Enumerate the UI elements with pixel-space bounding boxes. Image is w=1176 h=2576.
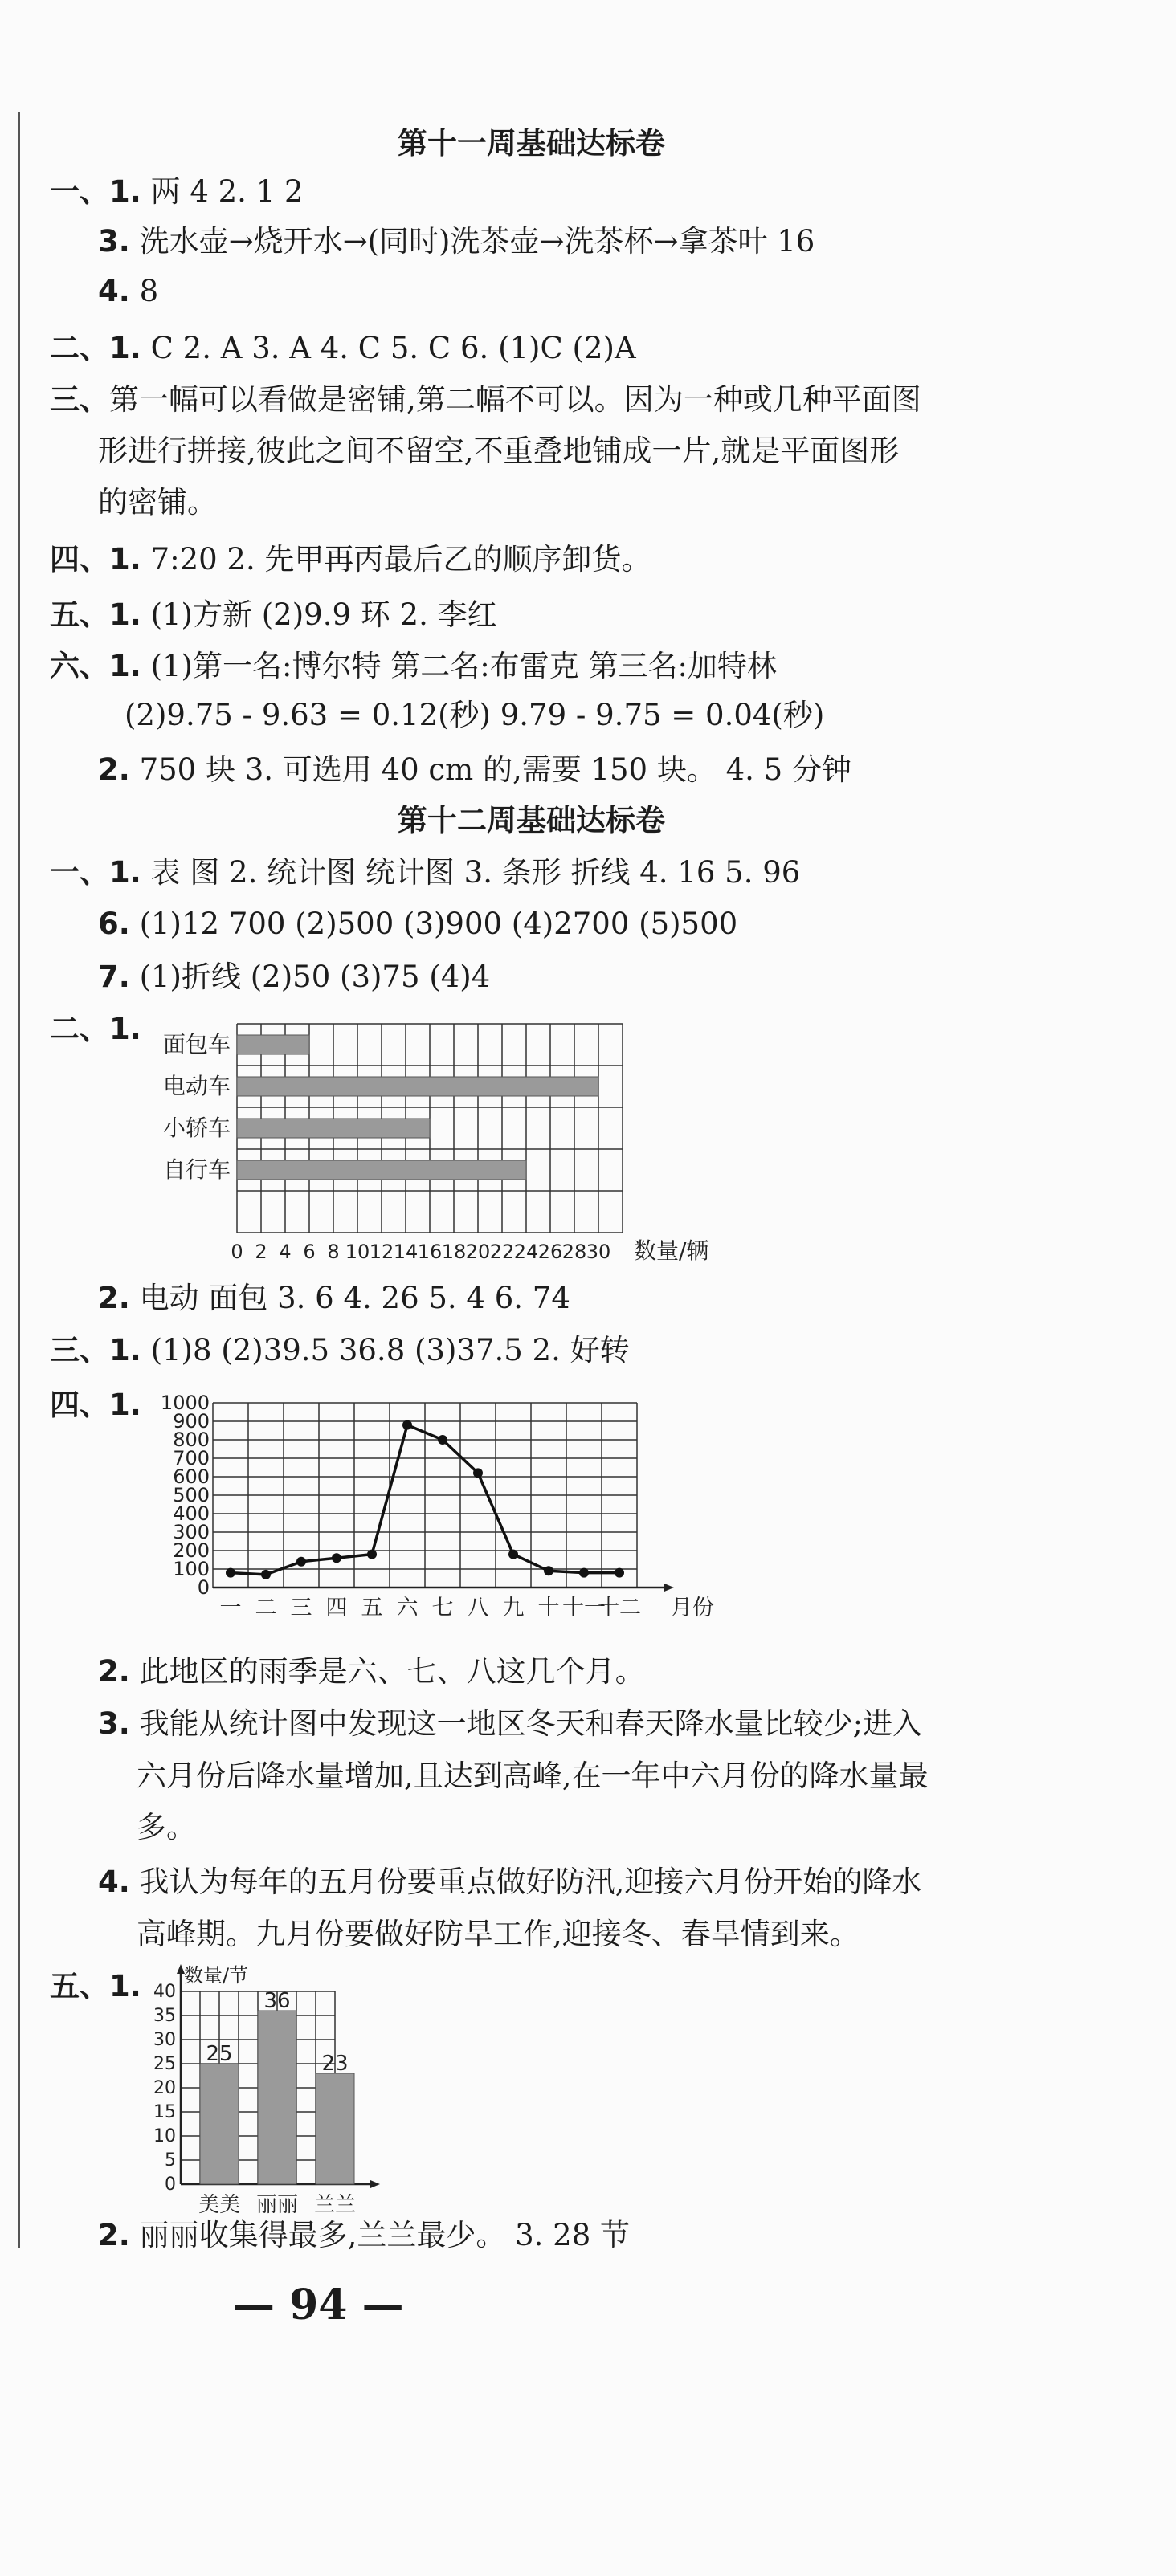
tick-label: 5 [165, 2150, 176, 2170]
tick-label: 0 [231, 1241, 243, 1263]
category-label: 十一 [562, 1596, 606, 1620]
tick-label: 0 [197, 1576, 210, 1599]
category-label: 五 [361, 1596, 383, 1620]
answer-line: 3. 我能从统计图中发现这一地区冬天和春天降水量比较少;进入 [98, 1706, 923, 1741]
data-point [226, 1568, 235, 1578]
tick-label: 10 [153, 2126, 176, 2146]
question-label: 五、1. [50, 1969, 141, 2003]
category-label: 一 [219, 1596, 242, 1620]
tick-label: 24 [513, 1241, 539, 1263]
data-point [544, 1566, 553, 1575]
category-label: 自行车 [162, 1156, 231, 1183]
data-label: 23 [321, 2052, 349, 2076]
bar [237, 1077, 598, 1096]
tick-label: 15 [153, 2102, 176, 2122]
tick-label: 25 [153, 2054, 176, 2074]
data-point [473, 1468, 483, 1478]
tick-label: 8 [327, 1241, 340, 1263]
answer-line: 2. 电动 面包 3. 6 4. 26 5. 4 6. 74 [98, 1281, 570, 1315]
tick-label: 14 [393, 1241, 419, 1263]
answer-line: 一、1. 两 4 2. 1 2 [50, 174, 304, 209]
data-point [402, 1420, 412, 1430]
answer-line: 二、1. C 2. A 3. A 4. C 5. C 6. (1)C (2)A [50, 331, 636, 365]
answer-line: (2)9.75 - 9.63 = 0.12(秒) 9.79 - 9.75 = 0.04(秒) [125, 698, 825, 732]
margin-rule [18, 112, 20, 2248]
data-point [367, 1550, 377, 1559]
category-label: 四 [325, 1596, 348, 1620]
answer-line: 形进行拼接,彼此之间不留空,不重叠地铺成一片,就是平面图形 [98, 434, 900, 468]
tick-label: 500 [173, 1484, 210, 1506]
answer-line: 4. 我认为每年的五月份要重点做好防汛,迎接六月份开始的降水 [98, 1865, 922, 1899]
axis-arrow [370, 2180, 380, 2188]
tick-label: 20 [153, 2078, 176, 2098]
category-label: 七 [431, 1596, 454, 1620]
bar [237, 1035, 309, 1054]
data-point [261, 1570, 271, 1579]
answer-line: 六、1. (1)第一名:博尔特 第二名:布雷克 第三名:加特林 [50, 649, 777, 683]
bar [237, 1160, 526, 1180]
answer-line: 2. 750 块 3. 可选用 40 cm 的,需要 150 块。 4. 5 分钟 [98, 752, 851, 787]
category-label: 美美 [198, 2193, 241, 2217]
collection-bar-chart [137, 1959, 490, 2216]
tick-label: 300 [173, 1521, 210, 1543]
tick-label: 6 [303, 1241, 316, 1263]
data-point [332, 1553, 341, 1563]
tick-label: 0 [165, 2175, 176, 2195]
tick-label: 16 [417, 1241, 443, 1263]
tick-label: 10 [345, 1241, 370, 1263]
tick-label: 28 [561, 1241, 587, 1263]
tick-label: 800 [173, 1429, 210, 1451]
tick-label: 600 [173, 1465, 210, 1488]
answer-line: 4. 8 [98, 274, 159, 308]
tick-label: 22 [489, 1241, 515, 1263]
answer-line: 一、1. 表 图 2. 统计图 统计图 3. 条形 折线 4. 16 5. 96 [50, 855, 801, 890]
data-point [296, 1557, 306, 1567]
tick-label: 18 [441, 1241, 467, 1263]
data-label: 25 [206, 2042, 233, 2066]
answer-line: 的密铺。 [98, 485, 217, 520]
category-label: 九 [502, 1596, 525, 1620]
tick-label: 100 [173, 1558, 210, 1580]
tick-label: 30 [586, 1241, 611, 1263]
answer-line: 五、1. (1)方新 (2)9.9 环 2. 李红 [50, 597, 497, 632]
axis-label: 数量/节 [184, 1964, 249, 1987]
category-label: 面包车 [162, 1031, 231, 1058]
category-label: 八 [467, 1596, 489, 1620]
page-number: — 94 — [233, 2280, 404, 2329]
axis-label: 数量/辆 [634, 1237, 709, 1264]
answer-line: 多。 [137, 1810, 196, 1844]
category-label: 兰兰 [313, 2193, 357, 2217]
bar [200, 2064, 239, 2184]
tick-label: 35 [153, 2006, 176, 2026]
tick-label: 200 [173, 1539, 210, 1562]
tick-label: 400 [173, 1502, 210, 1525]
answer-line: 3. 洗水壶→烧开水→(同时)洗茶壶→洗茶杯→拿茶叶 16 [98, 224, 815, 259]
question-label: 四、1. [50, 1388, 141, 1422]
tick-label: 900 [173, 1410, 210, 1433]
answer-line: 高峰期。九月份要做好防旱工作,迎接冬、春旱情到来。 [137, 1917, 860, 1951]
bar [258, 2011, 296, 2184]
answer-line: 三、1. (1)8 (2)39.5 36.8 (3)37.5 2. 好转 [50, 1333, 630, 1367]
tick-label: 26 [537, 1241, 563, 1263]
tick-label: 20 [465, 1241, 491, 1263]
tick-label: 40 [153, 1982, 176, 2002]
category-label: 十 [537, 1596, 560, 1620]
data-label: 36 [263, 1989, 291, 2013]
data-point [615, 1568, 624, 1578]
answer-line: 2. 丽丽收集得最多,兰兰最少。 3. 28 节 [98, 2218, 631, 2252]
tick-label: 30 [153, 2030, 176, 2050]
category-label: 十二 [598, 1596, 641, 1620]
category-label: 小轿车 [162, 1115, 231, 1141]
category-label: 二 [255, 1596, 277, 1620]
section-title: 第十一周基础达标卷 [398, 126, 665, 161]
axis-arrow [664, 1584, 674, 1592]
vehicle-bar-chart [137, 1008, 709, 1265]
answer-line: 四、1. 7:20 2. 先甲再丙最后乙的顺序卸货。 [50, 542, 651, 577]
tick-label: 1000 [160, 1392, 210, 1414]
answer-line: 6. (1)12 700 (2)500 (3)900 (4)2700 (5)500 [98, 907, 738, 941]
answer-line: 三、第一幅可以看做是密铺,第二幅不可以。因为一种或几种平面图 [50, 382, 921, 417]
category-label: 六 [396, 1596, 419, 1620]
axis-label: 月份 [671, 1596, 714, 1620]
category-label: 三 [290, 1596, 312, 1620]
section-title: 第十二周基础达标卷 [398, 803, 665, 838]
category-label: 电动车 [162, 1073, 231, 1099]
tick-label: 4 [279, 1241, 292, 1263]
category-label: 丽丽 [255, 2193, 299, 2217]
question-label: 二、1. [50, 1012, 141, 1046]
rainfall-line-chart [145, 1393, 763, 1634]
tick-label: 12 [369, 1241, 394, 1263]
bar [316, 2073, 354, 2184]
bar [237, 1119, 430, 1138]
data-point [438, 1435, 447, 1445]
answer-line: 7. (1)折线 (2)50 (3)75 (4)4 [98, 960, 491, 994]
answer-line: 六月份后降水量增加,且达到高峰,在一年中六月份的降水量最 [137, 1759, 929, 1793]
data-point [508, 1550, 518, 1559]
tick-label: 700 [173, 1447, 210, 1469]
tick-label: 2 [255, 1241, 267, 1263]
answer-line: 2. 此地区的雨季是六、七、八这几个月。 [98, 1654, 645, 1689]
data-point [579, 1568, 589, 1578]
